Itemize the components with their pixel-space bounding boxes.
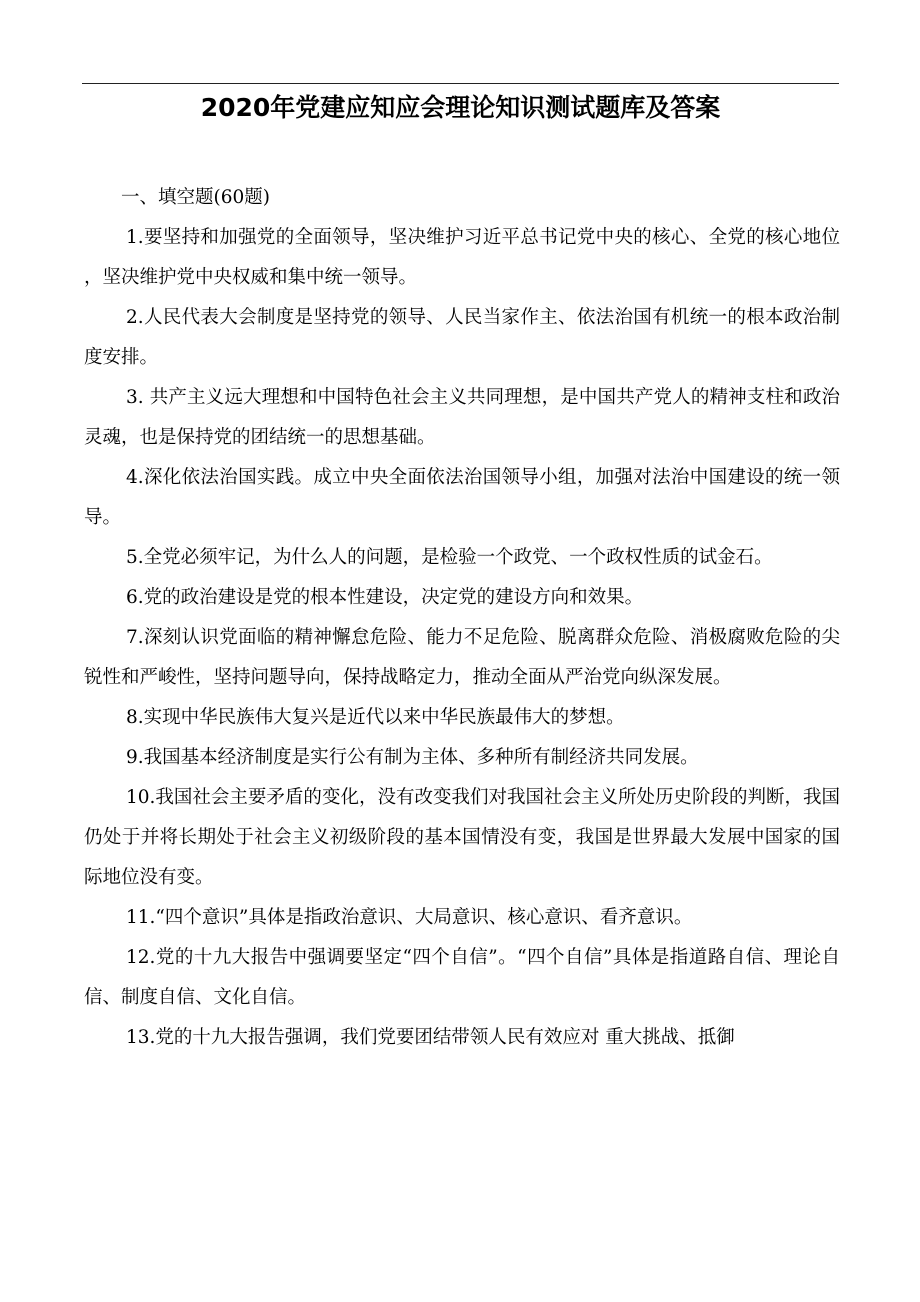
section-heading: 一、填空题(60题) bbox=[121, 187, 270, 208]
document-title: 2020年党建应知应会理论知识测试题库及答案 bbox=[200, 93, 721, 122]
question-item: 12.党的十九大报告中强调要坚定“四个自信”。“四个自信”具体是指道路自信、理论自信、制度自信、文化自信。 bbox=[84, 947, 840, 1008]
question-item: 9.我国基本经济制度是实行公有制为主体、多种所有制经济共同发展。 bbox=[126, 747, 699, 768]
question-item: 7.深刻认识党面临的精神懈怠危险、能力不足危险、脱离群众危险、消极腐败危险的尖锐性和严峻性，坚持问题导向，保持战略定力，推动全面从严治党向纵深发展。 bbox=[84, 627, 840, 688]
question-item: 8.实现中华民族伟大复兴是近代以来中华民族最伟大的梦想。 bbox=[126, 707, 625, 728]
question-item: 3. 共产主义远大理想和中国特色社会主义共同理想，是中国共产党人的精神支柱和政治灵魂，也是保持党的团结统一的思想基础。 bbox=[84, 387, 840, 448]
question-item: 2.人民代表大会制度是坚持党的领导、人民当家作主、依法治国有机统一的根本政治制度安排。 bbox=[84, 307, 840, 368]
question-item: 4.深化依法治国实践。成立中央全面依法治国领导小组，加强对法治中国建设的统一领导。 bbox=[84, 467, 840, 528]
question-item: 11.“四个意识”具体是指政治意识、大局意识、核心意识、看齐意识。 bbox=[126, 907, 693, 928]
question-item: 10.我国社会主要矛盾的变化，没有改变我们对我国社会主义所处历史阶段的判断，我国仍处于并将长期处于社会主义初级阶段的基本国情没有变，我国是世界最大发展中国家的国际地位没有变。 bbox=[84, 787, 840, 888]
question-item: 1.要坚持和加强党的全面领导，坚决维护习近平总书记党中央的核心、全党的核心地位，坚决维护党中央权威和集中统一领导。 bbox=[84, 227, 840, 288]
question-item: 6.党的政治建设是党的根本性建设，决定党的建设方向和效果。 bbox=[126, 587, 644, 608]
question-item: 13.党的十九大报告强调，我们党要团结带领人民有效应对 重大挑战、抵御 bbox=[126, 1027, 735, 1048]
question-item: 5.全党必须牢记，为什么人的问题，是检验一个政党、一个政权性质的试金石。 bbox=[126, 547, 773, 568]
header-rule bbox=[82, 83, 839, 84]
document-body bbox=[84, 178, 840, 1058]
